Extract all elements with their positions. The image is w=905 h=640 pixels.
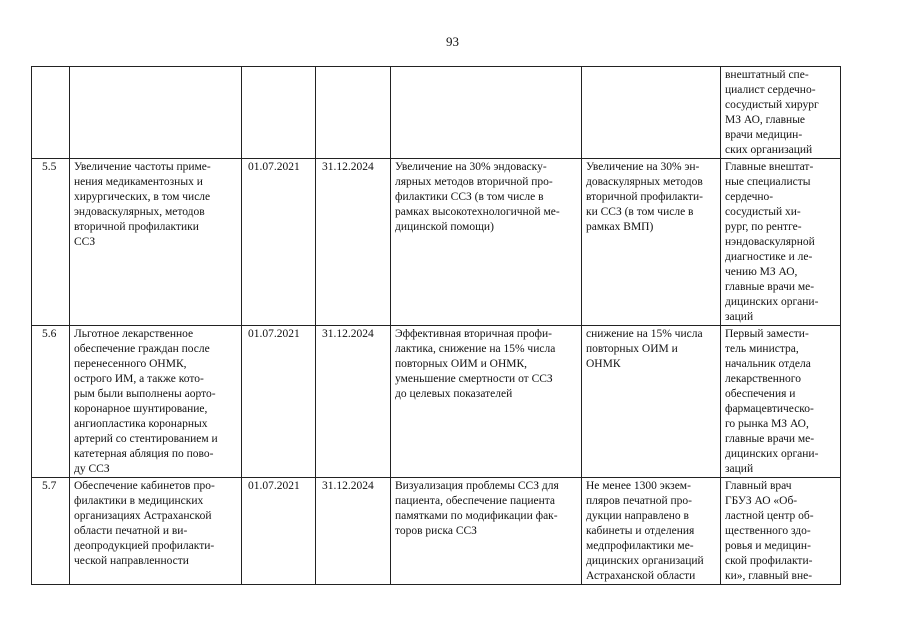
cell-responsible: Главные внештат- ные специалисты сердечно- сосудистый хи- рург, по рентге- нэндоваскулярной диагностике и ле- чению МЗ АО, главные врачи ме- дицинских органи- заций [721, 159, 841, 326]
cell-end-date: 31.12.2024 [316, 159, 391, 326]
cell-indicator: Не менее 1300 экзем- пляров печатной про- дукции направлено в кабинеты и отделения медпрофилактики ме- дицинских организаций Астраханской области [582, 478, 721, 585]
cell-start-date: 01.07.2021 [242, 159, 316, 326]
measures-table [31, 66, 841, 585]
cell-indicator: Увеличение на 30% эн- доваскулярных методов вторичной профилакти- ки ССЗ (в том числе в рамках ВМП) [582, 159, 721, 326]
page-number: 93 [446, 34, 459, 49]
cell-measure: Увеличение частоты приме- нения медикаментозных и хирургических, в том числе эндоваскулярных, методов вторичной профилактики ССЗ [70, 159, 242, 326]
cell-end-date: 31.12.2024 [316, 478, 391, 585]
cell-number: 5.7 [32, 478, 70, 585]
cell-end-date [316, 67, 391, 159]
cell-measure: Льготное лекарственное обеспечение граждан после перенесенного ОНМК, острого ИМ, а также кото- рым были выполнены аорто- коронарное шунтирование, ангиопластика коронарных артерий со стентированием и катетерная абляция по пово- ду ССЗ [70, 326, 242, 478]
cell-responsible: Первый замести- тель министра, начальник отдела лекарственного обеспечения и фармацевтическо- го рынка МЗ АО, главные врачи ме- дицинских органи- заций [721, 326, 841, 478]
cell-indicator: снижение на 15% числа повторных ОИМ и ОНМК [582, 326, 721, 478]
cell-expected-result: Визуализация проблемы ССЗ для пациента, обеспечение пациента памятками по модификации фак- торов риска ССЗ [391, 478, 582, 585]
cell-responsible: Главный врач ГБУЗ АО «Об- ластной центр об- щественного здо- ровья и медицин- ской профилакти- ки», главный вне- [721, 478, 841, 585]
cell-start-date: 01.07.2021 [242, 326, 316, 478]
cell-expected-result: Увеличение на 30% эндоваску- лярных методов вторичной про- филактики ССЗ (в том числе в рамках высокотехнологичной ме- дицинской помощи) [391, 159, 582, 326]
cell-start-date [242, 67, 316, 159]
cell-end-date: 31.12.2024 [316, 326, 391, 478]
table-row-5-7 [32, 478, 841, 585]
cell-measure [70, 67, 242, 159]
table-row-5-6 [32, 326, 841, 478]
cell-measure: Обеспечение кабинетов про- филактики в медицинских организациях Астраханской области печатной и ви- деопродукцией профилакти- ческой направленности [70, 478, 242, 585]
table-row-continued [32, 67, 841, 159]
cell-responsible: внештатный спе- циалист сердечно- сосудистый хирург МЗ АО, главные врачи медицин- ских организаций [721, 67, 841, 159]
cell-number: 5.5 [32, 159, 70, 326]
cell-number [32, 67, 70, 159]
table-row-5-5 [32, 159, 841, 326]
cell-number: 5.6 [32, 326, 70, 478]
cell-expected-result: Эффективная вторичная профи- лактика, снижение на 15% числа повторных ОИМ и ОНМК, уменьшение смертности от ССЗ до целевых показателей [391, 326, 582, 478]
cell-expected-result [391, 67, 582, 159]
cell-indicator [582, 67, 721, 159]
cell-start-date: 01.07.2021 [242, 478, 316, 585]
